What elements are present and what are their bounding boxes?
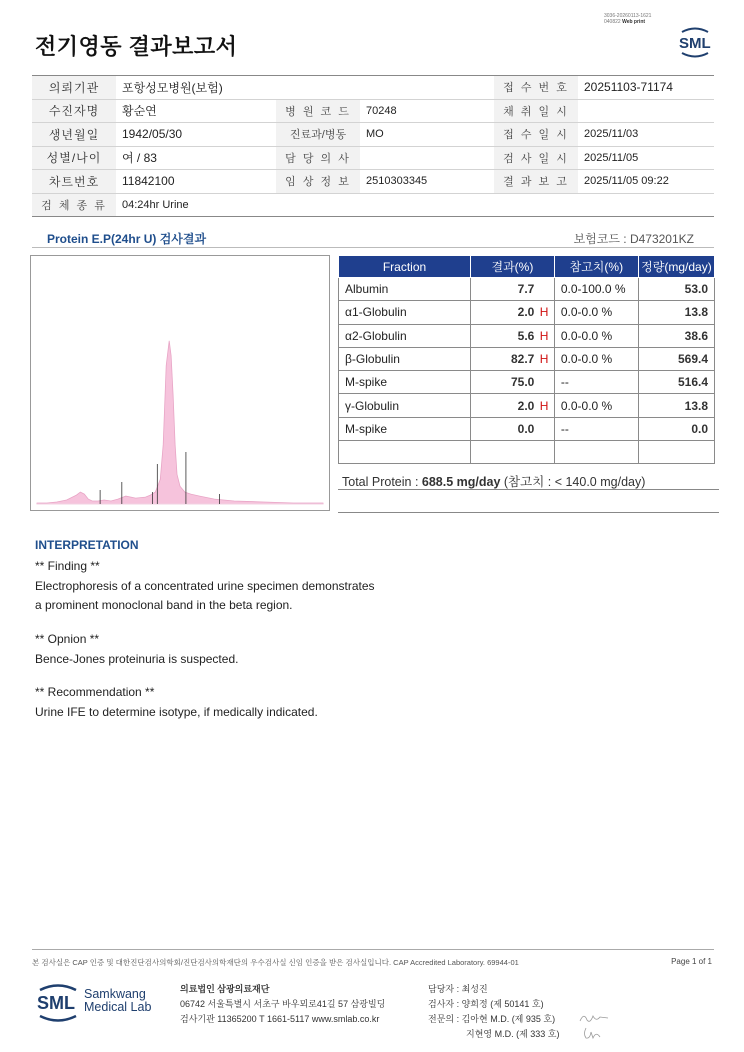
label-name: 수진자명 [32,99,116,123]
recommend-label: ** Recommendation ** [35,685,155,699]
table-row [339,371,715,394]
corp-name: 의료법인 삼광의료재단 [180,984,270,994]
fraction-name: M-spike [339,417,471,440]
recommend-text: Urine IFE to determine isotype, if medically indicated. [35,705,318,719]
col-header-qty: 정량(mg/day) [638,256,714,278]
fraction-flag [534,371,554,394]
fraction-result: 82.7 [471,347,535,370]
logo-text: SML [679,35,711,52]
value-collect-date [578,99,714,123]
label-hosp-code: 병 원 코 드 [276,99,360,123]
insurance-code: 보험코드 : D473201KZ [573,232,694,246]
label-dob: 생년월일 [32,123,116,147]
sml-logo-icon [676,24,714,62]
fraction-result: 2.0 [471,301,535,324]
value-report-date: 2025/11/05 09:22 [578,170,714,194]
divider [338,489,719,490]
label-test-date: 검 사 일 시 [494,146,578,170]
fraction-table [338,255,715,464]
empty-cell [638,441,714,464]
label-specimen: 검 체 종 류 [32,193,116,217]
total-label: Total Protein : [342,475,422,489]
fraction-ref: 0.0-0.0 % [554,301,638,324]
value-sex-age: 여 / 83 [116,146,276,170]
table-row [339,324,715,347]
electrophoresis-graph [30,255,330,511]
value-specimen: 04:24hr Urine [116,193,714,217]
finding-label: ** Finding ** [35,559,100,573]
table-row [339,394,715,417]
label-collect-date: 채 취 일 시 [494,99,578,123]
staff-info [428,982,559,1042]
empty-cell [471,441,535,464]
divider [32,247,714,248]
section-title: Protein E.P(24hr U) 검사결과 [47,232,207,246]
fraction-name: M-spike [339,371,471,394]
value-hosp-code: 70248 [360,99,494,123]
fraction-result: 5.6 [471,324,535,347]
patient-info-table [32,75,714,217]
specialist-name: 김아현 M.D. (제 935 호) [461,1014,556,1024]
stamp-line: 3036-20260113-1621 [604,13,652,19]
value-req-org: 포항성모병원(보험) [116,76,494,100]
label-report-date: 결 과 보 고 [494,170,578,194]
brand-name-line: Medical Lab [84,1000,152,1014]
table-row [339,301,715,324]
fraction-ref: -- [554,417,638,440]
fraction-flag: H [534,324,554,347]
electrophoresis-svg [31,256,329,510]
electrophoresis-curve [37,341,323,504]
page-title: 전기영동 결과보고서 [35,34,238,59]
col-header-fraction: Fraction [339,256,471,278]
label-receipt-date: 접 수 일 시 [494,123,578,147]
fraction-ref: 0.0-100.0 % [554,278,638,301]
fraction-qty: 516.4 [638,371,714,394]
corp-contact: 검사기관 11365200 T 1661-5117 www.smlab.co.kr [180,1014,380,1024]
value-dob: 1942/05/30 [116,123,276,147]
manager-name: 최성진 [461,984,488,994]
fraction-result: 75.0 [471,371,535,394]
signature-icon [582,1026,604,1040]
web-print-label: Web print [622,19,646,25]
label-sex-age: 성별/나이 [32,146,116,170]
page-number: Page 1 of 1 [671,957,712,966]
opinion-label: ** Opnion ** [35,632,100,646]
value-name: 황순연 [116,99,276,123]
brand-name-line: Samkwang [84,987,146,1001]
value-test-date: 2025/11/05 [578,146,714,170]
brand-name [84,988,151,1014]
fraction-flag: H [534,347,554,370]
total-ref: (참고치 : < 140.0 mg/day) [500,475,646,489]
accreditation-note: 본 검사실은 CAP 인증 및 대한진단검사의학회/진단검사의학재단의 우수검사실 신임 인증을 받은 검사실입니다. CAP Accredited Laboratory. 69944-01 [32,958,519,967]
fraction-result: 0.0 [471,417,535,440]
fraction-name: γ-Globulin [339,394,471,417]
divider [338,512,719,513]
empty-cell [554,441,638,464]
fraction-ref: 0.0-0.0 % [554,347,638,370]
finding-line: Electrophoresis of a concentrated urine specimen demonstrates [35,579,375,593]
value-dept: MO [360,123,494,147]
print-stamp [604,13,651,25]
fraction-result: 7.7 [471,278,535,301]
fraction-flag [534,417,554,440]
value-receipt-date: 2025/11/03 [578,123,714,147]
empty-cell [339,441,471,464]
opinion-text: Bence-Jones proteinuria is suspected. [35,652,239,666]
table-row [339,417,715,440]
fraction-flag: H [534,301,554,324]
finding-line: a prominent monoclonal band in the beta region. [35,598,293,612]
value-clinical: 2510303345 [360,170,494,194]
table-row-empty [339,441,715,464]
label-doctor: 담 당 의 사 [276,146,360,170]
tester-name: 양희정 (제 50141 호) [461,999,544,1009]
interpretation-heading: INTERPRETATION [35,538,139,552]
fraction-qty: 569.4 [638,347,714,370]
specialist-label: 전문의 : [428,1014,460,1024]
tester-label: 검사자 : [428,999,460,1009]
value-receipt-no: 20251103-71174 [578,76,714,100]
logo-text: SML [37,993,75,1013]
table-row [339,278,715,301]
fraction-name: β-Globulin [339,347,471,370]
label-chart-no: 차트번호 [32,170,116,194]
empty-cell [534,441,554,464]
total-protein [342,472,645,490]
label-req-org: 의뢰기관 [32,76,116,100]
fraction-qty: 13.8 [638,394,714,417]
corp-info [180,982,385,1027]
fraction-ref: 0.0-0.0 % [554,394,638,417]
fraction-name: α1-Globulin [339,301,471,324]
label-clinical: 임 상 정 보 [276,170,360,194]
manager-label: 담당자 : [428,984,460,994]
corp-address: 06742 서울특별시 서초구 바우뫼로41길 57 삼광빌딩 [180,999,386,1009]
fraction-qty: 38.6 [638,324,714,347]
value-doctor [360,146,494,170]
fraction-qty: 0.0 [638,417,714,440]
signature-icon [578,1010,610,1026]
fraction-name: α2-Globulin [339,324,471,347]
label-dept: 진료과/병동 [276,123,360,147]
sml-logo-icon [36,980,82,1026]
fraction-flag [534,278,554,301]
fraction-ref: -- [554,371,638,394]
col-header-ref: 참고치(%) [554,256,638,278]
fraction-result: 2.0 [471,394,535,417]
label-receipt-no: 접 수 번 호 [494,76,578,100]
stamp-line: 040822 [604,19,621,25]
col-header-result: 결과(%) [471,256,555,278]
divider [32,949,714,950]
specialist-name: 지현영 M.D. (제 333 호) [466,1029,560,1039]
fraction-qty: 53.0 [638,278,714,301]
fraction-name: Albumin [339,278,471,301]
fraction-qty: 13.8 [638,301,714,324]
value-chart-no: 11842100 [116,170,276,194]
fraction-flag: H [534,394,554,417]
total-value: 688.5 mg/day [421,475,501,489]
fraction-ref: 0.0-0.0 % [554,324,638,347]
table-row [339,347,715,370]
